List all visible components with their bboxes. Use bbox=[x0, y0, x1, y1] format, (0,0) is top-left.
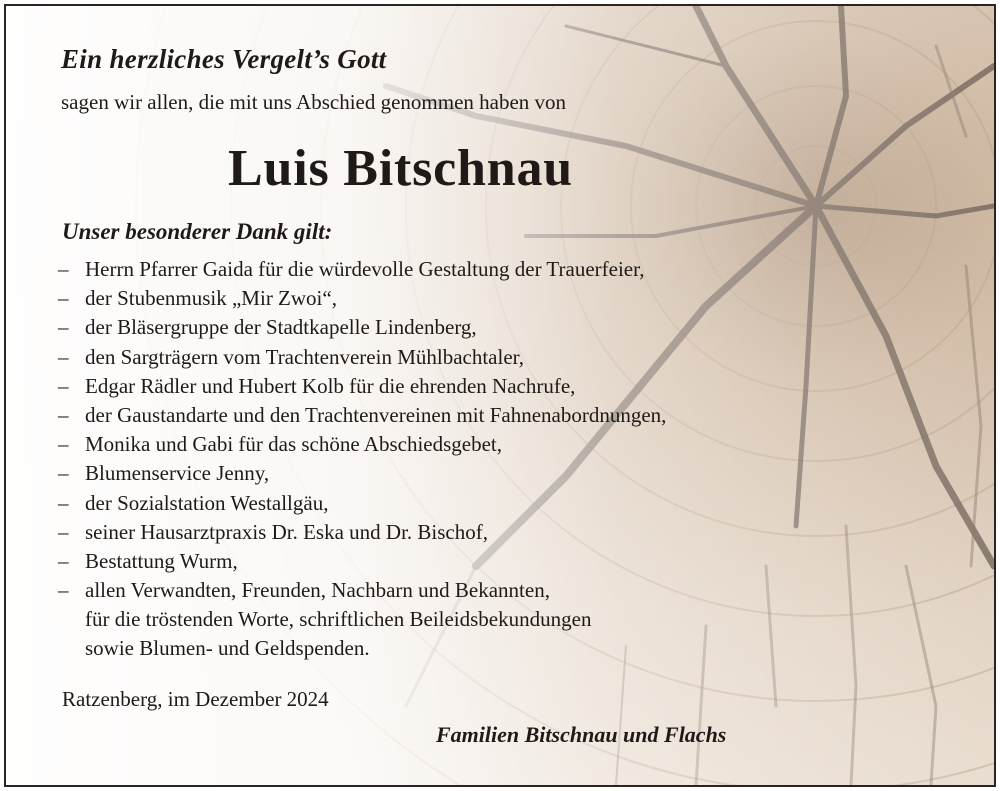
list-item-text: allen Verwandten, Freunden, Nachbarn und Bekannten, bbox=[85, 578, 550, 603]
list-item-text: den Sargträgern vom Trachtenverein Mühlbachtaler, bbox=[85, 344, 525, 369]
list-item bbox=[58, 313, 666, 342]
list-item-text: Edgar Rädler und Hubert Kolb für die ehrenden Nachrufe, bbox=[85, 373, 576, 398]
intro-text: sagen wir allen, die mit uns Abschied genommen haben von bbox=[61, 90, 567, 114]
list-item bbox=[58, 255, 666, 284]
list-item bbox=[58, 576, 666, 605]
thanks-heading: Ein herzliches Vergelt’s Gott bbox=[61, 44, 387, 74]
list-item-text: Bestattung Wurm, bbox=[85, 548, 238, 573]
list-item-text: Monika und Gabi für das schöne Abschiedsgebet, bbox=[85, 432, 502, 457]
list-item-text: der Gaustandarte und den Trachtenvereinen mit Fahnenabordnungen, bbox=[85, 402, 667, 427]
list-item bbox=[58, 489, 666, 518]
list-dash: – bbox=[58, 548, 69, 573]
list-item-continuation: sowie Blumen- und Geldspenden. bbox=[85, 636, 370, 661]
list-dash: – bbox=[58, 373, 69, 398]
list-item-text: der Sozialstation Westallgäu, bbox=[85, 490, 329, 515]
list-item bbox=[58, 343, 666, 372]
list-item bbox=[58, 430, 666, 459]
list-dash: – bbox=[58, 432, 69, 457]
deceased-name: Luis Bitschnau bbox=[228, 140, 574, 197]
obituary-card bbox=[4, 4, 996, 787]
list-item bbox=[58, 372, 666, 401]
list-dash: – bbox=[58, 257, 69, 281]
list-item bbox=[58, 547, 666, 576]
list-dash: – bbox=[58, 519, 69, 544]
list-item-text: seiner Hausarztpraxis Dr. Eska und Dr. Bischof, bbox=[85, 519, 488, 544]
list-item bbox=[58, 518, 666, 547]
list-item-continuation: für die tröstenden Worte, schriftlichen Beileidsbekundungen bbox=[85, 607, 592, 632]
list-item-text: Blumenservice Jenny, bbox=[85, 461, 270, 486]
list-dash: – bbox=[58, 461, 69, 486]
thanks-list bbox=[58, 255, 666, 664]
list-item bbox=[58, 284, 666, 313]
list-dash: – bbox=[58, 286, 69, 311]
special-thanks-title: Unser besonderer Dank gilt: bbox=[62, 219, 333, 244]
list-item-text: Herrn Pfarrer Gaida für die würdevolle Gestaltung der Trauerfeier, bbox=[85, 257, 645, 281]
list-item bbox=[58, 459, 666, 488]
family-signature: Familien Bitschnau und Flachs bbox=[436, 722, 727, 747]
list-dash: – bbox=[58, 315, 69, 340]
list-dash: – bbox=[58, 578, 69, 603]
list-item bbox=[58, 401, 666, 430]
list-dash: – bbox=[58, 402, 69, 427]
list-dash: – bbox=[58, 344, 69, 369]
list-item-text: der Stubenmusik „Mir Zwoi“, bbox=[85, 286, 337, 311]
list-dash: – bbox=[58, 490, 69, 515]
list-item-text: der Bläsergruppe der Stadtkapelle Lindenberg, bbox=[85, 315, 477, 340]
place-date: Ratzenberg, im Dezember 2024 bbox=[62, 687, 329, 711]
notice-content bbox=[6, 6, 994, 785]
